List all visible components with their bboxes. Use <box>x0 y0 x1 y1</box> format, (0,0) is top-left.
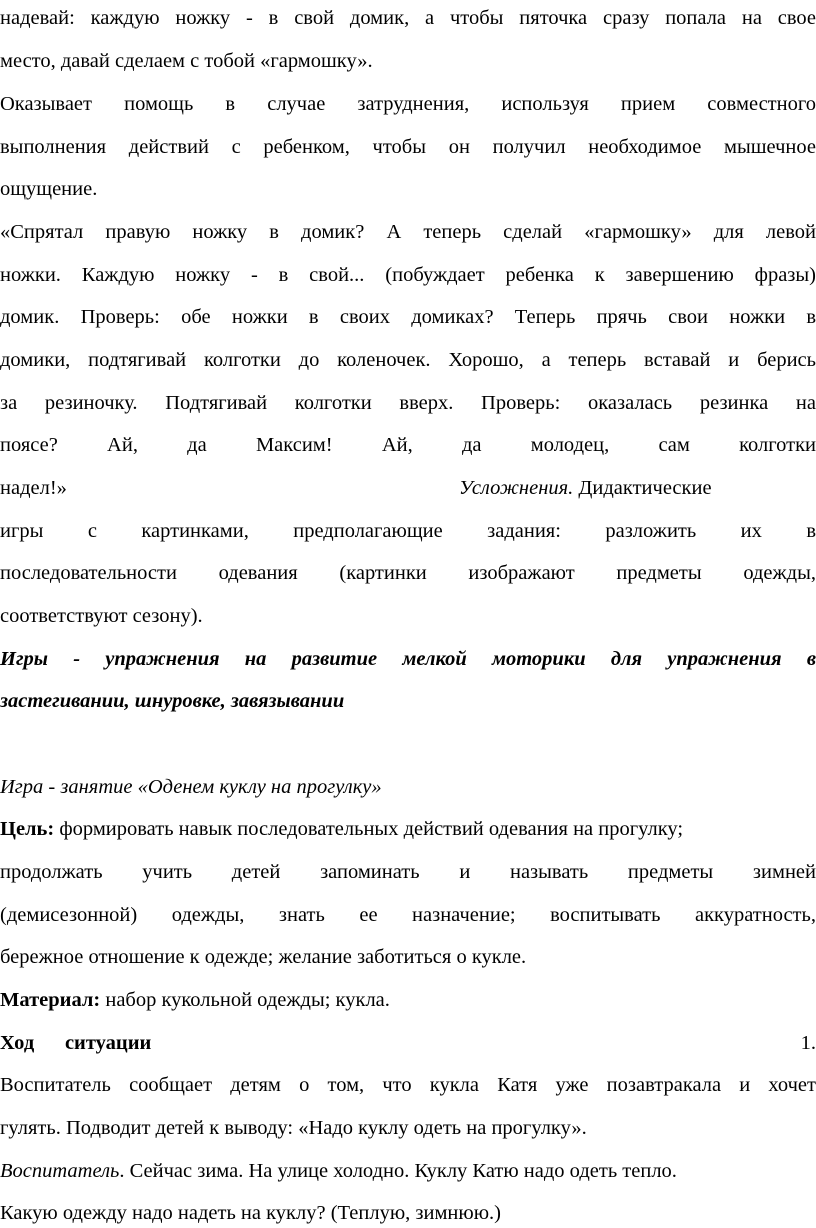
goal-label: Цель: <box>0 818 55 840</box>
text-line: домик. Проверь: обе ножки в своих домиках? Теперь прячь свои ножки в <box>0 306 816 328</box>
speaker-text: . Сейчас зима. На улице холодно. Куклу Катю надо одеть тепло. <box>119 1160 677 1182</box>
text-line: «Спрятал правую ножку в домик? А теперь сделай «гармошку» для левой <box>0 221 816 243</box>
text-line: соответствуют сезону). <box>0 605 203 627</box>
game-title: Игра - занятие «Оденем куклу на прогулку» <box>0 776 382 798</box>
material-label: Материал: <box>0 989 101 1011</box>
complication-label: Усложнения. Дидактические <box>459 477 712 499</box>
text-line: продолжать учить детей запоминать и называть предметы зимней <box>0 861 816 883</box>
text-line <box>0 1156 816 1186</box>
section-heading: застегивании, шнуровке, завязывании <box>0 690 345 712</box>
text-line <box>0 1028 816 1058</box>
text-line: поясе? Ай, да Максим! Ай, да молодец, сам колготки <box>0 434 816 456</box>
text-line <box>0 814 816 844</box>
text-line: ощущение. <box>0 178 98 200</box>
text-line: за резиночку. Подтягивай колготки вверх. Проверь: оказалась резинка на <box>0 392 816 414</box>
procedure-label: Ход ситуации <box>0 1032 152 1054</box>
text-line: ножки. Каждую ножку - в свой... (побуждает ребенка к завершению фразы) <box>0 264 816 286</box>
text-line: место, давай сделаем с тобой «гармошку». <box>0 50 373 72</box>
text-line: гулять. Подводит детей к выводу: «Надо куклу одеть на прогулку». <box>0 1117 587 1139</box>
text-line: Какую одежду надо надеть на куклу? (Теплую, зимнюю.) <box>0 1202 501 1224</box>
text-line: бережное отношение к одежде; желание заботиться о кукле. <box>0 946 527 968</box>
text-line: игры с картинками, предполагающие задания: разложить их в <box>0 520 816 542</box>
goal-text: формировать навык последовательных действий одевания на прогулку; <box>54 818 684 840</box>
text-line <box>0 985 816 1015</box>
text-line: Оказывает помощь в случае затруднения, используя прием совместного <box>0 93 816 115</box>
text-line <box>0 473 816 503</box>
text-line: домики, подтягивай колготки до коленочек. Хорошо, а теперь вставай и берись <box>0 349 816 371</box>
material-text: набор кукольной одежды; кукла. <box>100 989 390 1011</box>
quote-end: надел!» <box>0 477 67 499</box>
section-heading: Игры - упражнения на развитие мелкой моторики для упражнения в <box>0 648 816 670</box>
speaker-label: Воспитатель <box>0 1160 120 1182</box>
text-line: Воспитатель сообщает детям о том, что кукла Катя уже позавтракала и хочет <box>0 1074 816 1096</box>
step-number: 1. <box>800 1032 816 1054</box>
text-line: надевай: каждую ножку - в свой домик, а чтобы пяточка сразу попала на свое <box>0 7 816 29</box>
text-line: последовательности одевания (картинки изображают предметы одежды, <box>0 562 816 584</box>
text-line: выполнения действий с ребенком, чтобы он получил необходимое мышечное <box>0 136 816 158</box>
text-line: (демисезонной) одежды, знать ее назначение; воспитывать аккуратность, <box>0 904 816 926</box>
